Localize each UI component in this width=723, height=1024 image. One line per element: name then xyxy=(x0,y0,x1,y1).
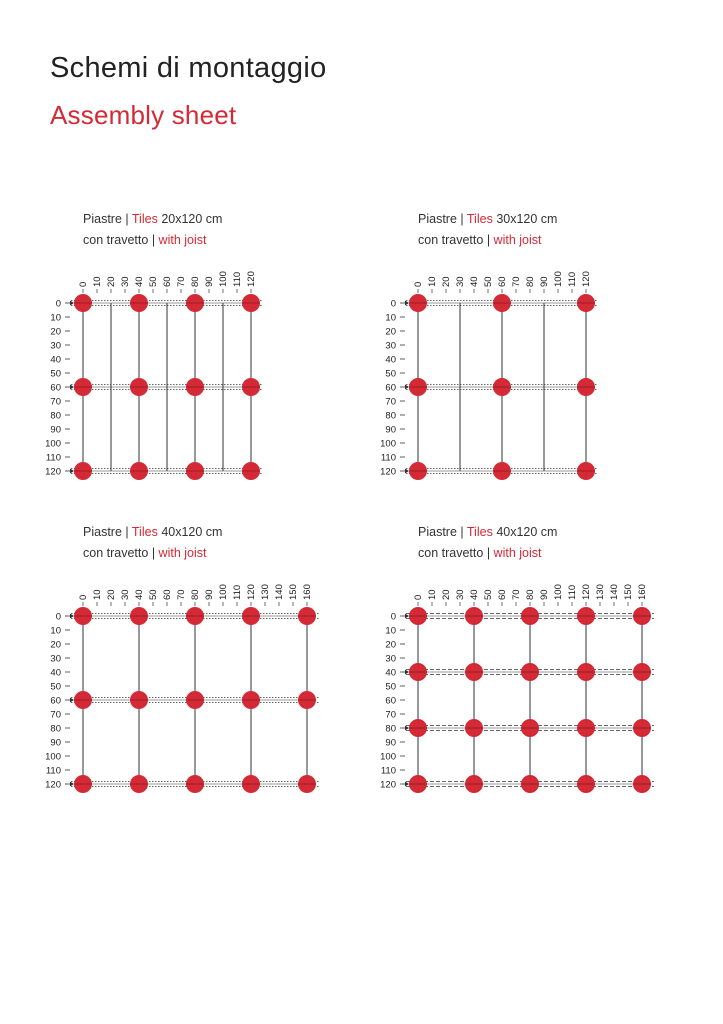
caption-label-it: Piastre xyxy=(83,212,122,226)
caption-joist-en: with joist xyxy=(158,233,207,247)
axis-arrow xyxy=(405,301,409,306)
y-axis-tick-label: 120 xyxy=(45,779,61,791)
x-axis-tick-label: 20 xyxy=(106,589,118,600)
x-axis-tick-label: 120 xyxy=(246,271,258,287)
x-axis-tick-label: 30 xyxy=(120,589,132,600)
axis-arrow xyxy=(405,385,409,390)
scheme-caption-joist: con travetto | with joist xyxy=(83,546,207,560)
page-subtitle: Assembly sheet xyxy=(50,100,237,130)
x-axis-tick-label: 0 xyxy=(413,281,425,287)
y-axis-tick-label: 90 xyxy=(50,737,61,749)
scheme-caption-tiles: Piastre | Tiles 40x120 cm xyxy=(83,525,223,539)
y-axis-tick-label: 100 xyxy=(45,751,61,763)
x-axis-tick-label: 90 xyxy=(204,276,216,287)
y-axis-tick-label: 40 xyxy=(50,667,61,679)
y-axis-tick-label: 50 xyxy=(385,368,396,380)
assembly-scheme-20x120 xyxy=(45,212,389,492)
x-axis-tick-label: 120 xyxy=(581,584,593,600)
caption-joist-it: con travetto xyxy=(83,546,149,560)
y-axis-tick-label: 120 xyxy=(380,779,396,791)
axis-arrow xyxy=(405,782,409,787)
y-axis-tick-label: 100 xyxy=(380,751,396,763)
caption-label-en: Tiles xyxy=(131,212,158,226)
assembly-scheme-40x120-a xyxy=(45,525,389,805)
y-axis-tick-label: 100 xyxy=(45,438,61,450)
x-axis-tick-label: 20 xyxy=(441,589,453,600)
x-axis-tick-label: 90 xyxy=(539,589,551,600)
x-axis-tick-label: 80 xyxy=(190,276,202,287)
caption-size: 30x120 cm xyxy=(496,212,558,226)
y-axis-tick-label: 20 xyxy=(50,639,61,651)
y-axis-tick-label: 40 xyxy=(50,354,61,366)
x-axis-tick-label: 160 xyxy=(302,584,314,600)
x-axis-tick-label: 100 xyxy=(553,271,565,287)
x-axis-tick-label: 60 xyxy=(497,589,509,600)
x-axis-tick-label: 50 xyxy=(483,589,495,600)
y-axis-tick-label: 80 xyxy=(385,410,396,422)
x-axis-tick-label: 150 xyxy=(288,584,300,600)
x-axis-tick-label: 70 xyxy=(176,276,188,287)
scheme-caption-tiles: Piastre | Tiles 20x120 cm xyxy=(83,212,223,226)
x-axis-tick-label: 70 xyxy=(176,589,188,600)
x-axis-tick-label: 0 xyxy=(78,281,90,287)
x-axis-tick-label: 110 xyxy=(232,271,244,287)
x-axis-tick-label: 130 xyxy=(260,584,272,600)
y-axis-tick-label: 100 xyxy=(380,438,396,450)
caption-size: 40x120 cm xyxy=(496,525,558,539)
y-axis-tick-label: 110 xyxy=(380,765,396,777)
scheme-caption-joist: con travetto | with joist xyxy=(418,233,542,247)
scheme-caption-joist: con travetto | with joist xyxy=(83,233,207,247)
x-axis-tick-label: 140 xyxy=(274,584,286,600)
caption-label-en: Tiles xyxy=(466,525,493,539)
caption-joist-it: con travetto xyxy=(418,233,484,247)
caption-joist-en: with joist xyxy=(493,233,542,247)
y-axis-tick-label: 40 xyxy=(385,354,396,366)
x-axis-tick-label: 100 xyxy=(218,271,230,287)
y-axis-tick-label: 80 xyxy=(385,723,396,735)
y-axis-tick-label: 30 xyxy=(385,653,396,665)
scheme-drawing xyxy=(380,525,723,805)
scheme-drawing xyxy=(380,212,723,492)
y-axis-tick-label: 30 xyxy=(50,340,61,352)
y-axis-tick-label: 60 xyxy=(385,382,396,394)
x-axis-tick-label: 60 xyxy=(162,276,174,287)
caption-size: 20x120 cm xyxy=(161,212,223,226)
y-axis-tick-label: 110 xyxy=(45,452,61,464)
y-axis-tick-label: 40 xyxy=(385,667,396,679)
y-axis-tick-label: 0 xyxy=(390,298,396,310)
x-axis-tick-label: 30 xyxy=(455,589,467,600)
y-axis-tick-label: 120 xyxy=(380,466,396,478)
y-axis-tick-label: 90 xyxy=(385,424,396,436)
x-axis-tick-label: 120 xyxy=(581,271,593,287)
y-axis-tick-label: 0 xyxy=(55,611,61,623)
x-axis-tick-label: 70 xyxy=(511,276,523,287)
x-axis-tick-label: 80 xyxy=(525,276,537,287)
y-axis-tick-label: 20 xyxy=(50,326,61,338)
x-axis-tick-label: 10 xyxy=(92,276,104,287)
x-axis-tick-label: 110 xyxy=(567,271,579,287)
scheme-caption-joist: con travetto | with joist xyxy=(418,546,542,560)
x-axis-tick-label: 50 xyxy=(148,276,160,287)
page-title: Schemi di montaggio xyxy=(50,52,327,84)
y-axis-tick-label: 70 xyxy=(385,396,396,408)
y-axis-tick-label: 20 xyxy=(385,326,396,338)
x-axis-tick-label: 90 xyxy=(204,589,216,600)
caption-joist-it: con travetto xyxy=(83,233,149,247)
scheme-drawing xyxy=(45,525,389,805)
y-axis-tick-label: 70 xyxy=(385,709,396,721)
y-axis-tick-label: 80 xyxy=(50,723,61,735)
x-axis-tick-label: 50 xyxy=(483,276,495,287)
x-axis-tick-label: 140 xyxy=(609,584,621,600)
scheme-drawing xyxy=(45,212,389,492)
x-axis-tick-label: 60 xyxy=(162,589,174,600)
axis-arrow xyxy=(405,670,409,675)
scheme-caption-tiles: Piastre | Tiles 40x120 cm xyxy=(418,525,558,539)
x-axis-tick-label: 40 xyxy=(469,276,481,287)
x-axis-tick-label: 100 xyxy=(218,584,230,600)
y-axis-tick-label: 10 xyxy=(385,312,396,324)
x-axis-tick-label: 30 xyxy=(120,276,132,287)
y-axis-tick-label: 120 xyxy=(45,466,61,478)
y-axis-tick-label: 0 xyxy=(55,298,61,310)
axis-arrow xyxy=(405,726,409,731)
x-axis-tick-label: 130 xyxy=(595,584,607,600)
y-axis-tick-label: 10 xyxy=(385,625,396,637)
x-axis-tick-label: 40 xyxy=(134,276,146,287)
y-axis-tick-label: 50 xyxy=(50,681,61,693)
x-axis-tick-label: 90 xyxy=(539,276,551,287)
caption-label-it: Piastre xyxy=(418,525,457,539)
y-axis-tick-label: 10 xyxy=(50,312,61,324)
y-axis-tick-label: 90 xyxy=(385,737,396,749)
axis-arrow xyxy=(405,614,409,619)
y-axis-tick-label: 20 xyxy=(385,639,396,651)
caption-label-it: Piastre xyxy=(83,525,122,539)
assembly-scheme-30x120 xyxy=(380,212,723,492)
x-axis-tick-label: 0 xyxy=(413,594,425,600)
x-axis-tick-label: 110 xyxy=(567,584,579,600)
x-axis-tick-label: 110 xyxy=(232,584,244,600)
x-axis-tick-label: 40 xyxy=(134,589,146,600)
axis-arrow xyxy=(70,301,74,306)
caption-label-it: Piastre xyxy=(418,212,457,226)
y-axis-tick-label: 60 xyxy=(50,382,61,394)
x-axis-tick-label: 20 xyxy=(106,276,118,287)
caption-joist-en: with joist xyxy=(493,546,542,560)
y-axis-tick-label: 30 xyxy=(385,340,396,352)
y-axis-tick-label: 60 xyxy=(385,695,396,707)
x-axis-tick-label: 120 xyxy=(246,584,258,600)
assembly-scheme-40x120-b xyxy=(380,525,723,805)
y-axis-tick-label: 50 xyxy=(50,368,61,380)
x-axis-tick-label: 150 xyxy=(623,584,635,600)
y-axis-tick-label: 60 xyxy=(50,695,61,707)
y-axis-tick-label: 10 xyxy=(50,625,61,637)
axis-arrow xyxy=(70,385,74,390)
axis-arrow xyxy=(70,469,74,474)
y-axis-tick-label: 30 xyxy=(50,653,61,665)
x-axis-tick-label: 50 xyxy=(148,589,160,600)
y-axis-tick-label: 110 xyxy=(45,765,61,777)
y-axis-tick-label: 70 xyxy=(50,709,61,721)
x-axis-tick-label: 160 xyxy=(637,584,649,600)
x-axis-tick-label: 30 xyxy=(455,276,467,287)
y-axis-tick-label: 110 xyxy=(380,452,396,464)
x-axis-tick-label: 60 xyxy=(497,276,509,287)
caption-label-en: Tiles xyxy=(131,525,158,539)
x-axis-tick-label: 10 xyxy=(92,589,104,600)
y-axis-tick-label: 50 xyxy=(385,681,396,693)
x-axis-tick-label: 10 xyxy=(427,276,439,287)
y-axis-tick-label: 90 xyxy=(50,424,61,436)
caption-joist-it: con travetto xyxy=(418,546,484,560)
axis-arrow xyxy=(70,782,74,787)
y-axis-tick-label: 70 xyxy=(50,396,61,408)
x-axis-tick-label: 0 xyxy=(78,594,90,600)
x-axis-tick-label: 20 xyxy=(441,276,453,287)
caption-joist-en: with joist xyxy=(158,546,207,560)
x-axis-tick-label: 40 xyxy=(469,589,481,600)
caption-label-en: Tiles xyxy=(466,212,493,226)
axis-arrow xyxy=(70,614,74,619)
caption-size: 40x120 cm xyxy=(161,525,223,539)
x-axis-tick-label: 70 xyxy=(511,589,523,600)
x-axis-tick-label: 100 xyxy=(553,584,565,600)
scheme-caption-tiles: Piastre | Tiles 30x120 cm xyxy=(418,212,558,226)
x-axis-tick-label: 10 xyxy=(427,589,439,600)
y-axis-tick-label: 0 xyxy=(390,611,396,623)
axis-arrow xyxy=(70,698,74,703)
x-axis-tick-label: 80 xyxy=(190,589,202,600)
y-axis-tick-label: 80 xyxy=(50,410,61,422)
x-axis-tick-label: 80 xyxy=(525,589,537,600)
axis-arrow xyxy=(405,469,409,474)
